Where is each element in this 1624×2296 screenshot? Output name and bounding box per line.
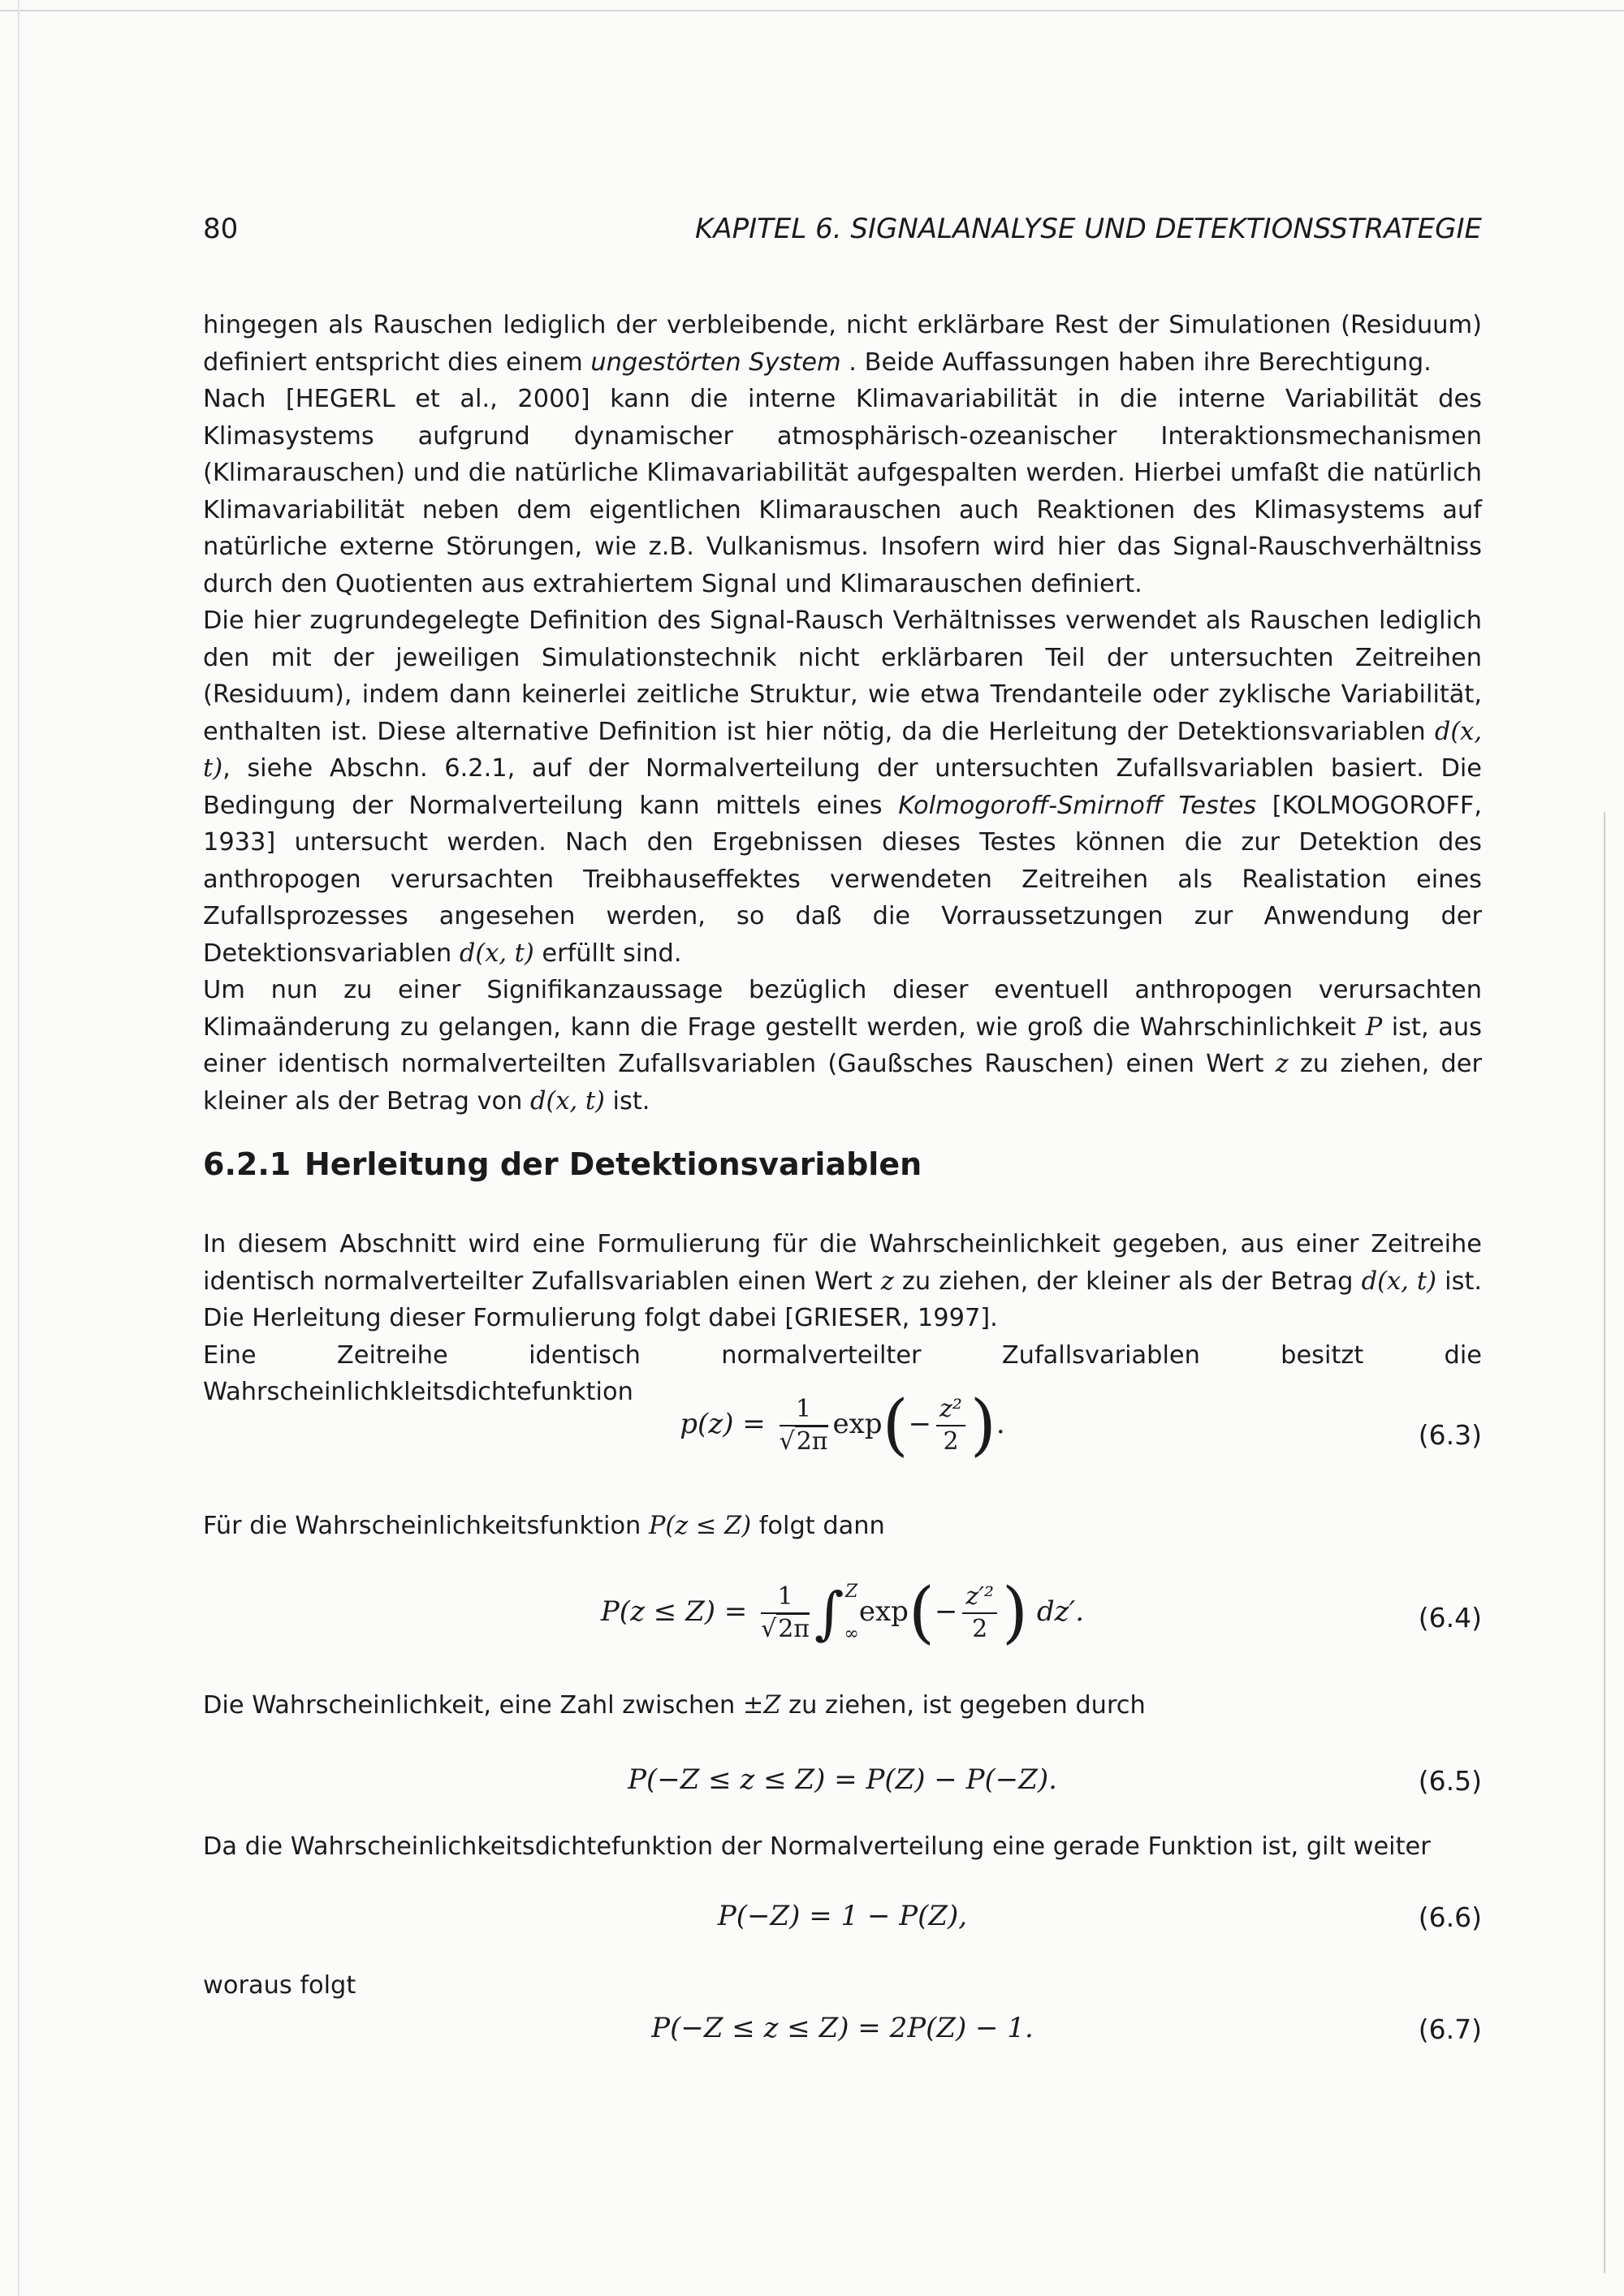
text-run: zu ziehen, der kleiner als der Betrag — [893, 1267, 1362, 1296]
numerator: 1 — [780, 1394, 828, 1426]
numerator: z² — [936, 1394, 965, 1426]
text-run: . Beide Auffassungen haben ihre Berechtigung. — [840, 347, 1432, 377]
section-heading — [203, 1146, 922, 1182]
text-run: ist, aus einer identisch normalverteilten Zufallsvariablen (Gaußsches Rauschen) einen Wert — [203, 1012, 1482, 1078]
math-inline: z — [1275, 1050, 1289, 1078]
math-inline: ±Z — [742, 1691, 781, 1720]
text-run: folgt dann — [751, 1512, 885, 1540]
equation-6-3 — [203, 1387, 1482, 1482]
equation-formula: P(−Z ≤ z ≤ Z) = 2P(Z) − 1. — [651, 2012, 1034, 2044]
fraction — [936, 1394, 965, 1457]
emphasis: ungestörten System — [590, 347, 841, 377]
text-run: erfüllt sind. — [533, 939, 682, 968]
denominator: 2 — [972, 1615, 988, 1643]
section-title-text: Herleitung der Detektionsvariablen — [304, 1146, 922, 1182]
text-run: , siehe Abschn. 6.2.1, auf der Normalverteilung der untersuchten Zufallsvariablen basiert. Die Bedingung der Normalverteilung kann mittels eines — [203, 754, 1482, 820]
equation-6-5 — [203, 1763, 1482, 1804]
eq-lhs: P(z ≤ Z) — [600, 1595, 715, 1628]
math-inline: z — [880, 1267, 894, 1296]
chapter-title: KAPITEL 6. SIGNALANALYSE UND DETEKTIONSSTRATEGIE — [695, 213, 1482, 245]
paragraph-3 — [203, 602, 1482, 972]
running-header — [203, 213, 1482, 253]
equation-formula — [203, 1571, 1482, 1655]
eq-tail: . — [996, 1408, 1005, 1440]
exp-function: exp — [832, 1408, 883, 1440]
fraction — [761, 1582, 810, 1645]
text-run: Um nun zu einer Signifikanzaussage bezüglich dieser eventuell anthropogen verursachten Klimaänderung zu gelangen, kann die Frage gestellt werden, wie groß die Wahrschinlichkeit — [203, 976, 1482, 1042]
eq-tail: dz′. — [1036, 1595, 1085, 1628]
section-intro-text — [203, 1226, 1482, 1411]
text-run: Für die Wahrscheinlichkeitsfunktion — [203, 1512, 649, 1540]
paragraph-2: Nach [HEGERL et al., 2000] kann die interne Klimavariabilität in die interne Variabilität des Klimasystems aufgrund dynamischer atmosphärisch-ozeanischer Interaktionsmechanismen (Klimarauschen) und die natürliche Klimavariabilität aufgespalten werden. Hierbei umfaßt die natürlich Klimavariabilität neben dem eigentlichen Klimarauschen auch Reaktionen des Klimasystems auf natürliche externe Störungen, wie z.B. Vulkanismus. Insofern wird hier das Signal-Rauschverhältniss durch den Quotienten aus extrahiertem Signal und Klimarauschen definiert. — [203, 385, 1482, 598]
scan-top-line — [0, 10, 1624, 11]
eq-sign: = — [733, 1408, 775, 1440]
right-paren: ) — [970, 1387, 996, 1464]
denominator: 2 — [943, 1427, 959, 1456]
sqrt-arg: 2π — [796, 1427, 828, 1456]
minus-sign: − — [908, 1408, 932, 1440]
text-run: ist. Die Herleitung dieser Formulierung folgt dabei [GRIESER, 1997]. — [203, 1267, 1483, 1332]
page-number: 80 — [203, 213, 239, 245]
text-line-10: woraus folgt — [203, 1971, 356, 2000]
lower-limit: ∞ — [844, 1624, 859, 1644]
equation-6-4 — [203, 1571, 1482, 1668]
text-run: Die hier zugrundegelegte Definition des Signal-Rausch Verhältnisses verwendet als Rauschen lediglich den mit der jeweiligen Simulationstechnik nicht erklärbaren Teil der untersuchten Zeitreihen (Residuum), indem dann keinerlei zeitliche Struktur, wie etwa Trendanteile oder zyklische Variabilität, enthalten ist. Diese alternative Definition ist hier nötig, da die Herleitung der Detektionsvariablen — [203, 606, 1482, 746]
text-line-9: Da die Wahrscheinlichkeitsdichtefunktion der Normalverteilung eine gerade Funktion ist, gilt weiter — [203, 1832, 1431, 1861]
eq-sign: = — [715, 1595, 757, 1628]
math-inline: d(x, t) — [530, 1086, 605, 1116]
text-run: zu ziehen, der kleiner als der Betrag von — [203, 1050, 1482, 1116]
integral-limits — [844, 1571, 859, 1655]
text-line-7 — [203, 1512, 885, 1540]
text-run: [KOLMOGOROFF, 1933] untersucht werden. Nach den Ergebnissen dieses Testes können die zur Detektion des anthropogen verursachten Treibhauseffektes verwendeten Zeitreihen als Realistation eines Zufallsprozesses angesehen werden, so daß die Vorraussetzungen zur Anwendung der Detektionsvariablen — [203, 791, 1483, 968]
paragraph-6: Eine Zeitreihe identisch normalverteilter Zufallsvariablen besitzt die Wahrscheinlichkleitsdichtefunktion — [203, 1340, 1482, 1406]
text-run: ist. — [604, 1086, 650, 1116]
math-inline: d(x, t) — [1361, 1267, 1436, 1296]
text-line-8 — [203, 1691, 1146, 1720]
text-run: In diesem Abschnitt wird eine Formulierung für die Wahrscheinlichkeit gegeben, aus einer Zeitreihe identisch normalverteilter Zufallsvariablen einen Wert — [203, 1230, 1482, 1296]
equation-number: (6.3) — [1418, 1419, 1482, 1451]
text-run: zu ziehen, ist gegeben durch — [780, 1691, 1146, 1720]
equation-formula — [203, 1387, 1482, 1464]
equation-number: (6.7) — [1418, 2013, 1482, 2045]
paragraph-1 — [203, 307, 1482, 381]
equation-number: (6.5) — [1418, 1765, 1482, 1797]
section-number: 6.2.1 — [203, 1146, 292, 1182]
denominator: √2π — [761, 1615, 810, 1643]
paragraph-5 — [203, 1226, 1482, 1337]
scan-left-line — [18, 0, 19, 2296]
math-inline: d(x, t) — [203, 717, 1482, 783]
fraction — [780, 1394, 828, 1457]
equation-number: (6.4) — [1418, 1602, 1482, 1634]
math-inline: d(x, t) — [459, 939, 534, 968]
right-paren: ) — [1002, 1574, 1029, 1651]
integral-sign: ∫ — [814, 1580, 844, 1646]
text-run: hingegen als Rauschen lediglich der verbleibende, nicht erklärbare Rest der Simulationen (Residuum) definiert entspricht dies einem — [203, 311, 1482, 377]
emphasis: Kolmogoroff-Smirnoff Testes — [898, 791, 1257, 820]
left-paren: ( — [882, 1387, 909, 1464]
minus-sign: − — [934, 1595, 958, 1628]
equation-formula: P(−Z) = 1 − P(Z), — [717, 1900, 968, 1932]
eq-lhs: p(z) — [680, 1408, 734, 1440]
fraction — [962, 1582, 997, 1645]
math-inline: P — [1365, 1012, 1383, 1042]
exp-function: exp — [858, 1595, 909, 1628]
equation-number: (6.6) — [1418, 1901, 1482, 1933]
left-paren: ( — [908, 1574, 935, 1651]
numerator: z′² — [962, 1582, 997, 1614]
scan-right-line — [1604, 812, 1605, 2273]
equation-6-7 — [203, 2012, 1482, 2052]
text-run: Die Wahrscheinlichkeit, eine Zahl zwischen — [203, 1691, 743, 1720]
upper-limit: Z — [845, 1582, 858, 1602]
math-inline: P(z ≤ Z) — [648, 1512, 752, 1540]
body-text-block — [203, 307, 1482, 1120]
paragraph-4 — [203, 972, 1482, 1120]
equation-formula: P(−Z ≤ z ≤ Z) = P(Z) − P(−Z). — [628, 1763, 1057, 1796]
numerator: 1 — [761, 1582, 810, 1614]
denominator: √2π — [779, 1427, 828, 1456]
equation-6-6 — [203, 1900, 1482, 1940]
sqrt-arg: 2π — [778, 1615, 810, 1643]
